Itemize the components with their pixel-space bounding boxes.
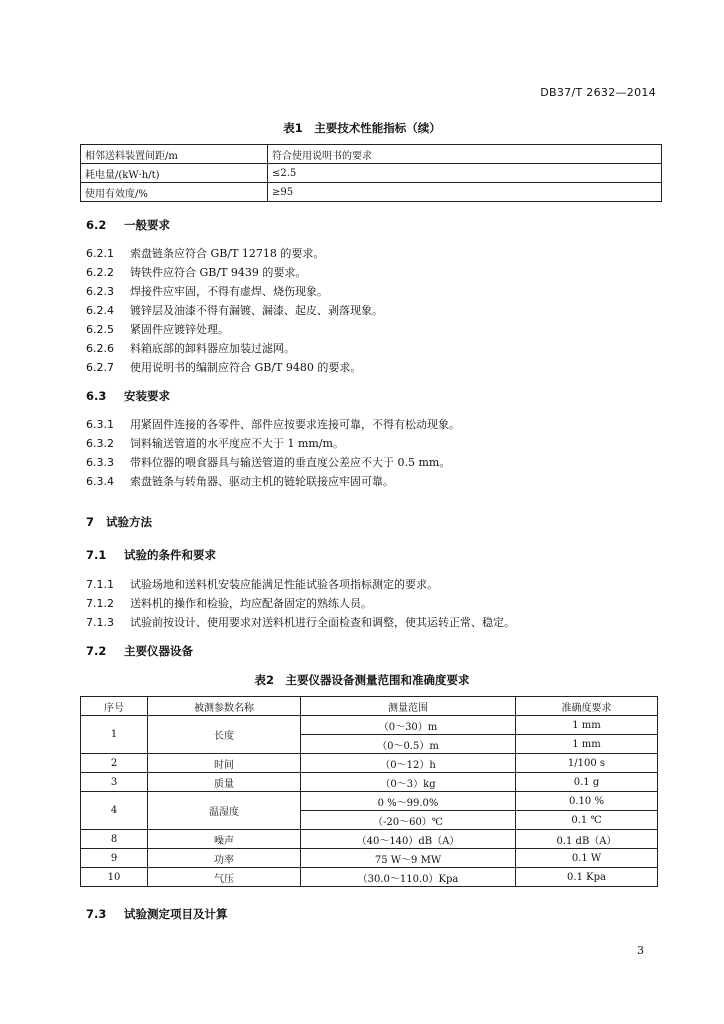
- table-cell: 相邻送料装置间距/m: [81, 145, 268, 164]
- table-cell: 0.1 ℃: [516, 811, 658, 830]
- page-number: 3: [637, 944, 644, 957]
- clause-number: 6.2.6: [86, 342, 114, 355]
- table-cell: 9: [81, 849, 148, 868]
- table-cell: 0 %～99.0%: [301, 792, 516, 811]
- clause-text: 焊接件应牢固，不得有虚焊、烧伤现象。: [130, 285, 328, 298]
- chapter-heading-7: [86, 514, 152, 530]
- clause-text: 试验前按设计、使用要求对送料机进行全面检查和调整，使其运转正常、稳定。: [130, 616, 515, 629]
- section-number: 6.2: [86, 218, 107, 232]
- clause-item: [86, 359, 361, 375]
- table-row: [81, 164, 662, 183]
- column-header: 测量范围: [301, 697, 516, 716]
- table-row: [81, 792, 658, 811]
- table-cell: ≥95: [268, 183, 662, 202]
- section-heading-6-3: [86, 388, 170, 404]
- table-cell: ≤2.5: [268, 164, 662, 183]
- table-cell: 气压: [148, 868, 301, 887]
- table-cell: 10: [81, 868, 148, 887]
- table-cell: 8: [81, 830, 148, 849]
- clause-number: 6.3.3: [86, 456, 114, 469]
- clause-number: 6.3.1: [86, 418, 114, 431]
- table-cell: 0.1 Kpa: [516, 868, 658, 887]
- table-cell: 1 mm: [516, 716, 658, 735]
- table-cell: （0～3）kg: [301, 773, 516, 792]
- clause-text: 紧固件应镀锌处理。: [130, 323, 229, 336]
- table-cell: （40～140）dB（A）: [301, 830, 516, 849]
- table-cell: 3: [81, 773, 148, 792]
- clause-item: [86, 435, 344, 451]
- table-cell: 使用有效度/%: [81, 183, 268, 202]
- clause-item: [86, 321, 229, 337]
- section-title: 试验的条件和要求: [124, 548, 216, 562]
- clause-text: 索盘链条应符合 GB/T 12718 的要求。: [130, 247, 325, 260]
- clause-number: 6.2.4: [86, 304, 114, 317]
- clause-text: 料箱底部的卸料器应加装过滤网。: [130, 342, 295, 355]
- section-heading-7-2: [86, 643, 193, 659]
- clause-number: 6.2.1: [86, 247, 114, 260]
- table1: [80, 144, 662, 202]
- table-cell: 0.10 %: [516, 792, 658, 811]
- clause-text: 送料机的操作和检验，均应配备固定的熟练人员。: [130, 597, 372, 610]
- clause-item: [86, 473, 394, 489]
- table-row: [81, 754, 658, 773]
- section-heading-6-2: [86, 217, 170, 233]
- clause-number: 7.1.1: [86, 578, 114, 591]
- section-title: 试验方法: [106, 515, 152, 529]
- table-cell: 质量: [148, 773, 301, 792]
- clause-text: 试验场地和送料机安装应能满足性能试验各项指标测定的要求。: [130, 578, 438, 591]
- table-cell: 符合使用说明书的要求: [268, 145, 662, 164]
- clause-text: 索盘链条与转角器、驱动主机的链轮联接应牢固可靠。: [130, 475, 394, 488]
- table-row: [81, 849, 658, 868]
- clause-number: 6.2.7: [86, 361, 114, 374]
- clause-item: [86, 595, 372, 611]
- table-cell: 长度: [148, 716, 301, 754]
- section-heading-7-1: [86, 547, 216, 563]
- table-row: [81, 183, 662, 202]
- clause-text: 镀锌层及油漆不得有漏镀、漏漆、起皮、剥落现象。: [130, 304, 383, 317]
- table2: [80, 696, 658, 887]
- table-cell: （30.0～110.0）Kpa: [301, 868, 516, 887]
- table-cell: 温湿度: [148, 792, 301, 830]
- clause-number: 6.2.3: [86, 285, 114, 298]
- table-cell: （0～12）h: [301, 754, 516, 773]
- clause-item: [86, 340, 295, 356]
- table-cell: 噪声: [148, 830, 301, 849]
- clause-item: [86, 454, 450, 470]
- column-header: 准确度要求: [516, 697, 658, 716]
- clause-number: 6.2.2: [86, 266, 114, 279]
- table-cell: 1 mm: [516, 735, 658, 754]
- table-row: [81, 830, 658, 849]
- table-cell: （0～30）m: [301, 716, 516, 735]
- clause-item: [86, 283, 328, 299]
- clause-item: [86, 302, 383, 318]
- standard-code: DB37/T 2632—2014: [540, 86, 656, 99]
- clause-item: [86, 576, 438, 592]
- section-number: 7.1: [86, 548, 107, 562]
- section-title: 主要仪器设备: [124, 644, 193, 658]
- clause-text: 使用说明书的编制应符合 GB/T 9480 的要求。: [130, 361, 362, 374]
- clause-number: 7.1.3: [86, 616, 114, 629]
- clause-number: 7.1.2: [86, 597, 114, 610]
- table-row: [81, 773, 658, 792]
- section-title: 试验测定项目及计算: [124, 907, 228, 921]
- clause-item: [86, 245, 324, 261]
- table-cell: 功率: [148, 849, 301, 868]
- section-number: 6.3: [86, 389, 107, 403]
- section-number: 7.2: [86, 644, 107, 658]
- section-title: 一般要求: [124, 218, 170, 232]
- table-cell: 1/100 s: [516, 754, 658, 773]
- table-row: [81, 145, 662, 164]
- table2-caption: 表2 主要仪器设备测量范围和准确度要求: [254, 673, 470, 687]
- table-cell: 75 W～9 MW: [301, 849, 516, 868]
- table-cell: 2: [81, 754, 148, 773]
- clause-text: 铸铁件应符合 GB/T 9439 的要求。: [130, 266, 307, 279]
- section-title: 安装要求: [124, 389, 170, 403]
- column-header: 被测参数名称: [148, 697, 301, 716]
- table-cell: 1: [81, 716, 148, 754]
- table1-caption: 表1 主要技术性能指标（续）: [283, 121, 441, 135]
- section-number: 7: [86, 515, 95, 529]
- table-row: [81, 868, 658, 887]
- clause-item: [86, 614, 515, 630]
- table-cell: 0.1 W: [516, 849, 658, 868]
- table-row: [81, 716, 658, 735]
- table-cell: 0.1 dB（A）: [516, 830, 658, 849]
- section-number: 7.3: [86, 907, 107, 921]
- column-header: 序号: [81, 697, 148, 716]
- clause-text: 用紧固件连接的各零件、部件应按要求连接可靠，不得有松动现象。: [130, 418, 460, 431]
- table-cell: 时间: [148, 754, 301, 773]
- section-heading-7-3: [86, 906, 228, 922]
- clause-number: 6.3.2: [86, 437, 114, 450]
- clause-item: [86, 416, 460, 432]
- table-cell: （-20～60）℃: [301, 811, 516, 830]
- clause-item: [86, 264, 306, 280]
- clause-text: 饲料输送管道的水平度应不大于 1 mm/m。: [130, 437, 344, 450]
- table-cell: 0.1 g: [516, 773, 658, 792]
- table-cell: 耗电量/(kW·h/t): [81, 164, 268, 183]
- clause-number: 6.2.5: [86, 323, 114, 336]
- table-cell: 4: [81, 792, 148, 830]
- clause-number: 6.3.4: [86, 475, 114, 488]
- table-header-row: [81, 697, 658, 716]
- table-cell: （0～0.5）m: [301, 735, 516, 754]
- clause-text: 带料位器的喂食器具与输送管道的垂直度公差应不大于 0.5 mm。: [130, 456, 451, 469]
